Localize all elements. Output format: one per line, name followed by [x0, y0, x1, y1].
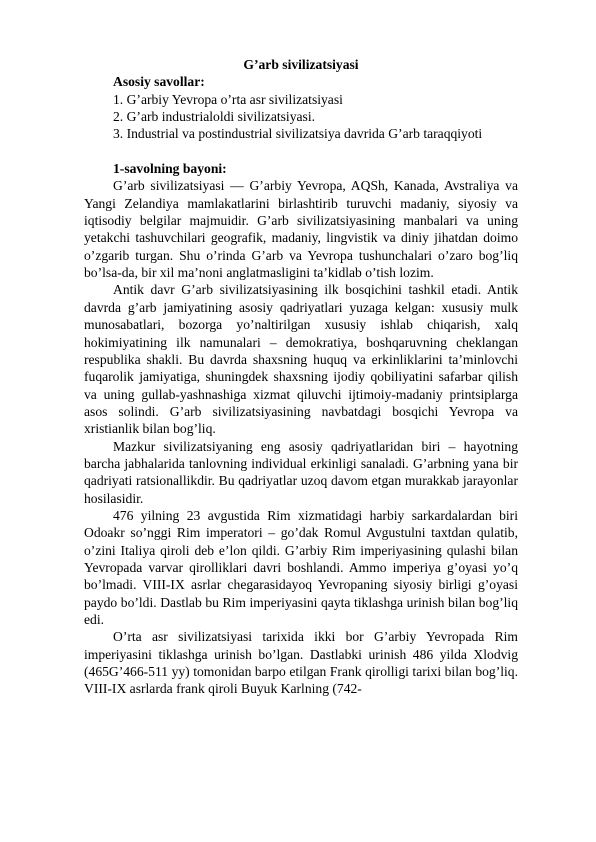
- question-item: 3. Industrial va postindustrial sivilizatsiya davrida G’arb taraqqiyoti: [113, 126, 483, 142]
- body-paragraph: Mazkur sivilizatsiyaning eng asosiy qadriyatlaridan biri – hayotning barcha jabhalarida tanlovning individual erkinligi sanaladi. G’arbning yana bir qadriyati ratsionallikdir. Bu qadriyatlar uzoq davom etgan murakkab jarayonlar hosilasidir.: [84, 438, 518, 506]
- body-paragraph: G’arb sivilizatsiyasi — G’arbiy Yevropa, AQSh, Kanada, Avstraliya va Yangi Zelandiya mamlakatlarini birlashtirib turuvchi madaniy, siyosiy va iqtisodiy belgilar majmuidir. G’arb sivilizatsiyasining manbalari va uning yetakchi tashuvchilari geografik, madaniy, lingvistik va diniy jihatdan doimo o’zgarib turgan. Shu o’rinda G’arb va Yevropa tushunchalari o’zaro bog’liq bo’lsa-da, bir xil ma’noni anglatmasligini ta’kidlab o’tish lozim.: [84, 178, 518, 281]
- section-heading: 1-savolning bayoni:: [113, 161, 227, 177]
- document-page: [84, 56, 518, 698]
- document-title: G’arb sivilizatsiyasi: [243, 57, 359, 72]
- body-paragraph: Antik davr G’arb sivilizatsiyasining ilk bosqichini tashkil etadi. Antik davrda g’arb jamiyatining asosiy qadriyatlari yuzaga kelgan: xususiy mulk munosabatlari, bozorga yo’naltirilgan xususiy ishlab chiqarish, xalq hokimiyatining ilk namunalari – demokratiya, boshqaruvning cheklangan respublika shakli. Bu davrda shaxsning huquq va erkinliklarini ta’minlovchi fuqarolik jamiyatiga, shuningdek shaxsning ijodiy qobiliyatini safarbar qilish va uning gullab-yashnashiga xizmat qiluvchi ijtimoiy-madaniy printsiplarga asos solindi. G’arb sivilizatsiyasining navbatdagi bosqichi Yevropa va xristianlik bilan bog’liq.: [84, 282, 518, 437]
- body-paragraph: 476 yilning 23 avgustida Rim xizmatidagi harbiy sarkardalardan biri Odoakr so’nggi Rim imperatori – go’dak Romul Avgustulni taxtdan qulatib, o’zini Italiya qiroli deb e’lon qildi. G’arbiy Rim imperiyasining qulashi bilan Yevropada varvar qirolliklari davri boshlandi. Ammo imperiya g’oyasi yo’q bo’lmadi. VIII-IX asrlar chegarasidayoq Yevropaning siyosiy birligi g’oyasi paydo bo’ldi. Dastlab bu Rim imperiyasini qayta tiklashga urinish bilan bog’liq edi.: [84, 507, 518, 627]
- questions-heading: Asosiy savollar:: [113, 74, 205, 90]
- question-item: 1. G’arbiy Yevropa o’rta asr sivilizatsiyasi: [113, 91, 343, 107]
- blank-line: [84, 143, 518, 160]
- body-paragraph: O’rta asr sivilizatsiyasi tarixida ikki bor G’arbiy Yevropada Rim imperiyasini tiklashga urinish bo’lgan. Dastlabki urinish 486 yilda Xlodvig (465G’466-511 yy) tomonidan barpo etilgan Frank qirolligi tarixi bilan bog’liq. VIII-IX asrlarda frank qiroli Buyuk Karlning (742-: [84, 629, 518, 697]
- question-item: 2. G’arb industrialoldi sivilizatsiyasi.: [113, 109, 315, 125]
